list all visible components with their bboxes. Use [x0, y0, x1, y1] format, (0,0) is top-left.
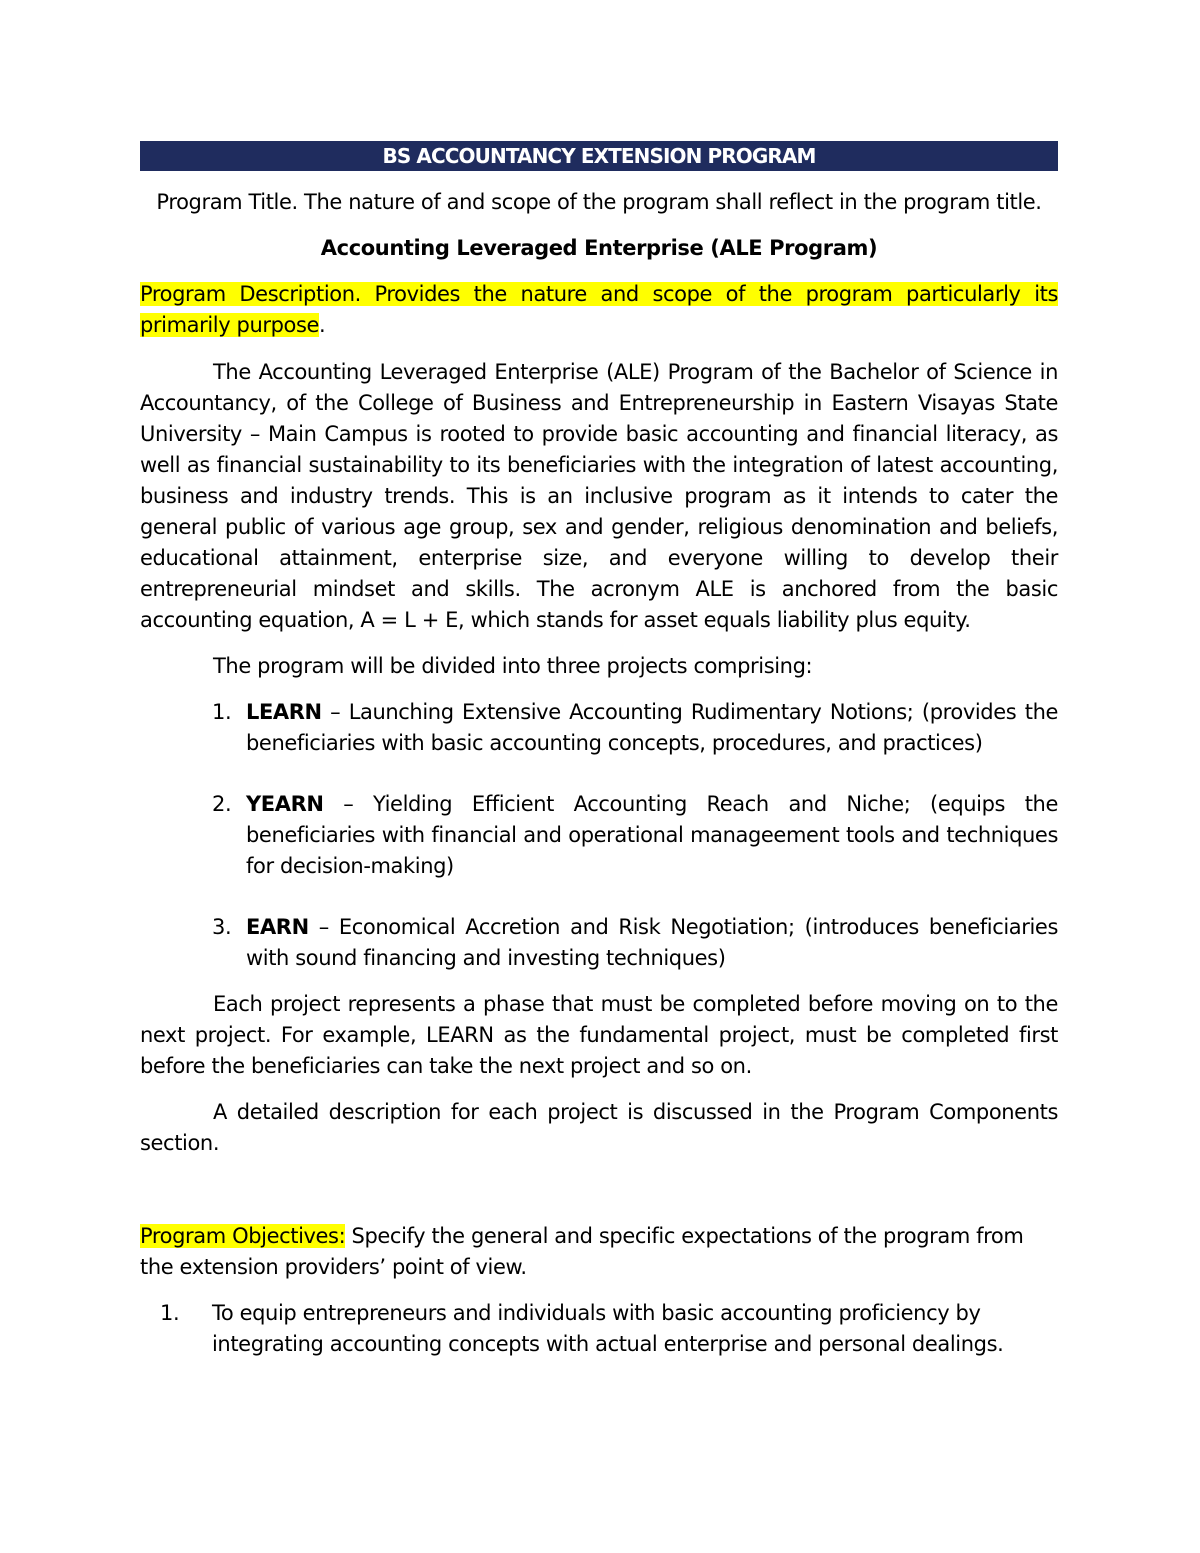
document-title: BS ACCOUNTANCY EXTENSION PROGRAM [382, 144, 816, 168]
document-page [140, 141, 1058, 1360]
program-objectives-heading [140, 1221, 1058, 1283]
program-title-line: Program Title. The nature of and scope of the program shall reflect in the program title. [156, 190, 1042, 214]
objectives-list [140, 1298, 1058, 1360]
project-text: – Yielding Efficient Accounting Reach and Niche; (equips the beneficiaries with financial and operational manageement tools and techniques for decision-making) [246, 792, 1058, 878]
objective-number: 1. [160, 1301, 180, 1325]
program-objectives-text: Specify the general and specific expectations of the program from the extension providers’ point of view. [140, 1224, 1024, 1279]
detail-paragraph: A detailed description for each project is discussed in the Program Components section. [140, 1100, 1058, 1155]
project-number: 1. [212, 700, 232, 724]
phase-paragraph: Each project represents a phase that must be completed before moving on to the next project. For example, LEARN as the fundamental project, must be completed first before the beneficiaries can take the next project and so on. [140, 992, 1058, 1078]
project-name: LEARN [246, 700, 322, 724]
program-description-label-end: . [319, 313, 326, 337]
project-item [140, 789, 1058, 882]
program-objectives-label: Program Objectives: [140, 1224, 346, 1248]
program-description-heading [140, 279, 1058, 341]
program-name: Accounting Leveraged Enterprise (ALE Program) [320, 236, 878, 260]
project-item [140, 912, 1058, 974]
program-description-label: Program Description. Provides the nature and scope of the program particularly its primarily purpose [140, 282, 1058, 337]
projects-intro: The program will be divided into three projects comprising: [213, 654, 813, 678]
project-name: EARN [246, 915, 309, 939]
project-text: – Launching Extensive Accounting Rudimentary Notions; (provides the beneficiaries with basic accounting concepts, procedures, and practices) [246, 700, 1058, 755]
objective-item [140, 1298, 1058, 1360]
objective-text: To equip entrepreneurs and individuals with basic accounting proficiency by integrating accounting concepts with actual enterprise and personal dealings. [212, 1301, 1004, 1356]
projects-list [140, 697, 1058, 974]
document-title-bar [140, 141, 1058, 171]
project-name: YEARN [246, 792, 324, 816]
project-number: 2. [212, 792, 232, 816]
project-text: – Economical Accretion and Risk Negotiation; (introduces beneficiaries with sound financing and investing techniques) [246, 915, 1058, 970]
program-description-paragraph: The Accounting Leveraged Enterprise (ALE) Program of the Bachelor of Science in Accountancy, of the College of Business and Entrepreneurship in Eastern Visayas State University – Main Campus is rooted to provide basic accounting and financial literacy, as well as financial sustainability to its beneficiaries with the integration of latest accounting, business and industry trends. This is an inclusive program as it intends to cater the general public of various age group, sex and gender, religious denomination and beliefs, educational attainment, enterprise size, and everyone willing to develop their entrepreneurial mindset and skills. The acronym ALE is anchored from the basic accounting equation, A = L + E, which stands for asset equals liability plus equity. [140, 360, 1058, 632]
project-item [140, 697, 1058, 759]
project-number: 3. [212, 915, 232, 939]
